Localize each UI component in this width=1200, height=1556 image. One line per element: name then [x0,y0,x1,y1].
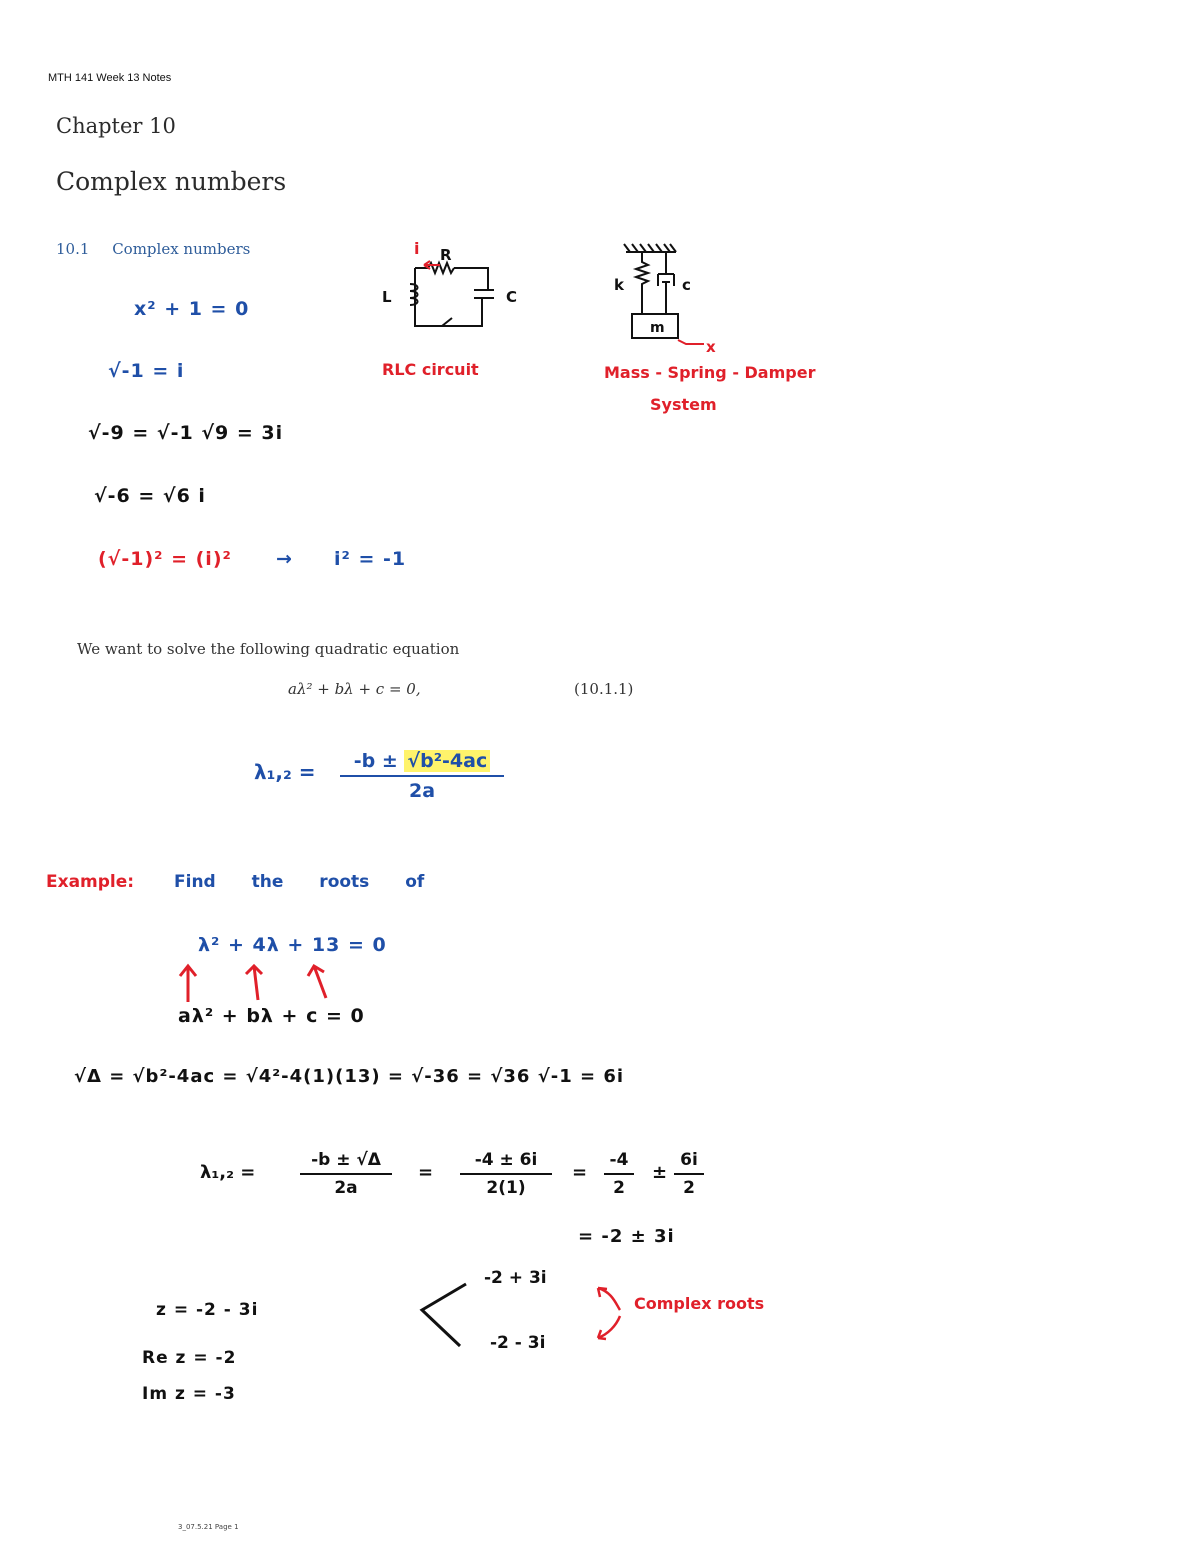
formula-discriminant: √b²-4ac [404,750,490,772]
example-delta: √Δ = √b²-4ac = √4²-4(1)(13) = √-36 = √36 √-1 = 6i [74,1066,625,1087]
rlc-circuit-diagram [370,236,530,336]
roots-label: Complex roots [634,1294,765,1313]
prose-text: We want to solve the following quadratic equation [77,640,460,658]
solution-f3b-den: 2 [683,1178,695,1198]
rlc-caption: RLC circuit [382,360,479,379]
solution-f3a-num: -4 [609,1150,629,1170]
solution-f3a-den: 2 [613,1178,625,1198]
rlc-label-i: i [414,239,420,258]
page-footer: 3_07.5.21 Page 1 [178,1523,239,1531]
note-line-5a: (√-1)² = (i)² [98,548,232,570]
im-z: Im z = -3 [142,1384,236,1404]
solution-f3a-bar [604,1173,634,1175]
section-name: Complex numbers [112,240,251,258]
solution-fraction-2 [460,1150,552,1198]
root-1: -2 + 3i [484,1268,547,1288]
formula-numerator [340,750,504,772]
solution-f2-num: -4 ± 6i [474,1150,538,1170]
quadratic-equation: aλ² + bλ + c = 0, [288,680,421,698]
solution-fraction-3b [674,1150,704,1198]
note-line-3: √-9 = √-1 √9 = 3i [88,422,284,444]
rlc-label-r: R [440,246,452,264]
solution-fraction-1 [300,1150,392,1198]
solution-eq-1: = [418,1162,434,1183]
example-prompt: Find the roots of [174,872,425,892]
note-line-5c: i² = -1 [334,548,407,570]
equation-number: (10.1.1) [574,680,634,698]
solution-lhs: λ₁,₂ = [200,1162,256,1183]
note-line-1: x² + 1 = 0 [134,298,250,320]
solution-f1-den: 2a [334,1178,358,1198]
msd-label-k: k [614,276,624,294]
re-z: Re z = -2 [142,1348,237,1368]
example-equation: λ² + 4λ + 13 = 0 [198,934,387,956]
solution-f2-bar [460,1173,552,1175]
rlc-label-l: L [382,288,392,306]
page-title: Complex numbers [56,167,287,196]
chapter-heading: Chapter 10 [56,114,176,138]
section-number: 10.1 [56,240,90,258]
note-line-4: √-6 = √6 i [94,485,206,507]
z-definition: z = -2 - 3i [156,1300,259,1320]
formula-lhs: λ₁,₂ = [254,760,316,784]
solution-f3b-bar [674,1173,704,1175]
msd-label-m: m [650,320,665,336]
msd-caption-line2: System [650,395,717,414]
rlc-label-c: C [506,288,518,306]
mass-spring-damper-diagram [604,240,734,355]
roots-brace-arrows [590,1282,630,1344]
example-label: Example: [46,872,135,892]
page-header: MTH 141 Week 13 Notes [48,72,172,84]
roots-branch [416,1280,476,1350]
formula-denominator: 2a [408,780,436,802]
solution-f3b-num: 6i [680,1150,698,1170]
msd-label-x: x [706,338,716,355]
formula-bar [340,775,504,777]
section-heading [56,240,250,258]
formula-fraction [340,750,504,802]
formula-num-prefix: -b ± [353,750,398,772]
solution-result: = -2 ± 3i [578,1226,675,1247]
example-mapping-arrows [170,960,350,1006]
solution-f1-bar [300,1173,392,1175]
solution-f1-num: -b ± √Δ [311,1150,381,1170]
msd-label-c: c [682,276,691,294]
note-line-2: √-1 = i [108,360,185,382]
example-general-form: aλ² + bλ + c = 0 [178,1005,365,1027]
note-arrow: → [276,548,293,570]
msd-caption-line1: Mass - Spring - Damper [604,363,816,382]
solution-f2-den: 2(1) [486,1178,526,1198]
root-2: -2 - 3i [490,1333,546,1353]
solution-fraction-3a [604,1150,634,1198]
solution-pm: ± [652,1162,668,1183]
solution-eq-2: = [572,1162,588,1183]
